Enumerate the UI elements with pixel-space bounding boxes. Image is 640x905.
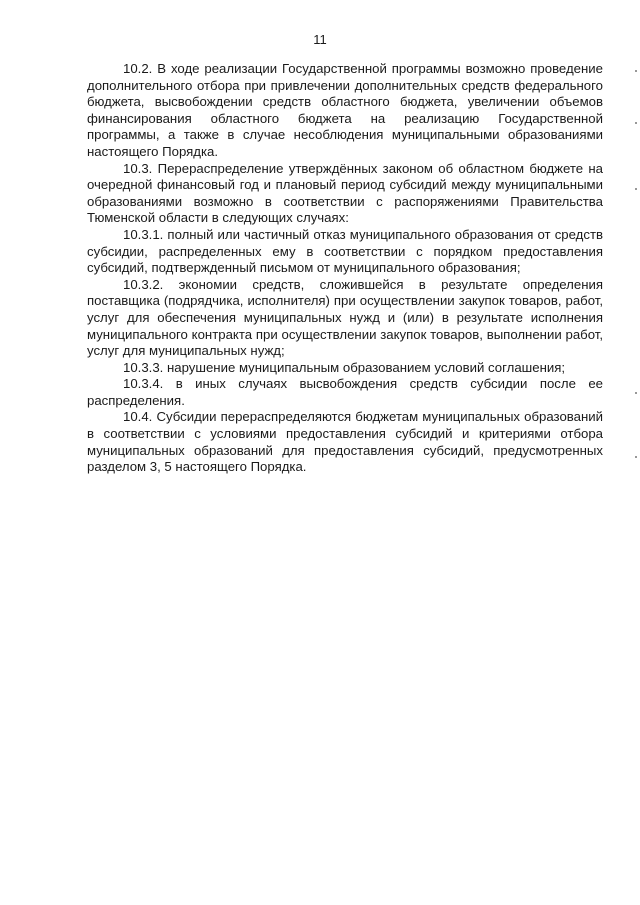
- scan-edge-mark: [635, 456, 637, 458]
- paragraph-10-3-1: 10.3.1. полный или частичный отказ муниципального образования от средств субсидии, распределенных ему в соответствии с порядком предоставления субсидий, подтвержденный письмом от муниципального образования;: [87, 226, 603, 276]
- scan-edge-mark: [635, 122, 637, 124]
- paragraph-10-3-4: 10.3.4. в иных случаях высвобождения средств субсидии после ее распределения.: [87, 376, 603, 408]
- scan-edge-mark: [635, 392, 637, 394]
- document-body: [87, 61, 603, 476]
- paragraph-10-3-3: 10.3.3. нарушение муниципальным образованием условий соглашения;: [123, 359, 566, 375]
- paragraph-10-4: 10.4. Субсидии перераспределяются бюджетам муниципальных образований в соответствии с условиями предоставления субсидий и критериями отбора муниципальных образований для предоставления субсидий, предусмотренных разделом 3, 5 настоящего Порядка.: [87, 409, 603, 475]
- page-number: 11: [313, 32, 327, 47]
- scan-edge-mark: [635, 70, 637, 72]
- scan-edge-mark: [635, 188, 637, 190]
- paragraph-10-3-2: 10.3.2. экономии средств, сложившейся в результате определения поставщика (подрядчика, исполнителя) при осуществлении закупок товаров, работ, услуг для обеспечения муниципальных нужд и (или) в результате исполнения муниципального контракта при осуществлении закупок товаров, выполнении работ, услуг для муниципальных нужд;: [87, 276, 603, 359]
- paragraph-10-3: 10.3. Перераспределение утверждённых законом об областном бюджете на очередной финансовый год и плановый период субсидий между муниципальными образованиями возможно в соответствии с распоряжениями Правительства Тюменской области в следующих случаях:: [87, 160, 603, 226]
- paragraph-10-2: 10.2. В ходе реализации Государственной программы возможно проведение дополнительного отбора при привлечении дополнительных средств федерального бюджета, высвобождении средств областного бюджета, увеличении объемов финансирования областного бюджета на реализацию Государственной программы, а также в случае несоблюдения муниципальными образованиями настоящего Порядка.: [87, 61, 603, 159]
